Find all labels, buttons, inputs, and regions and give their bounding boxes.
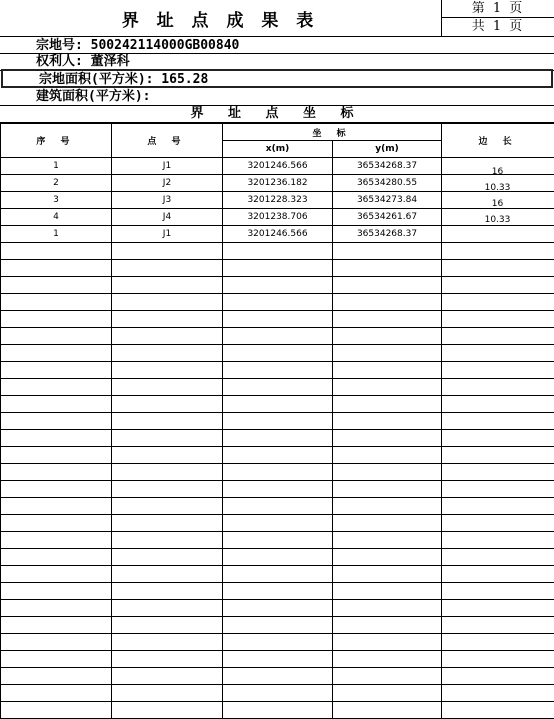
cell-y [333,515,442,532]
cell-seq [1,532,112,549]
cell-point: J4 [112,209,223,226]
page-indicator [441,0,554,36]
cell-x: 3201238.706 [223,209,333,226]
cell-y: 36534268.37 [333,226,442,243]
cell-x [223,311,333,328]
cell-point [112,481,223,498]
header-y: y(m) [333,141,442,158]
cell-x [223,685,333,702]
cell-point [112,294,223,311]
cell-edge [442,328,554,345]
cell-y [333,328,442,345]
cell-x [223,362,333,379]
cell-y [333,549,442,566]
cell-seq [1,294,112,311]
cell-seq [1,379,112,396]
building-area: 建筑面积(平方米): [0,88,554,106]
cell-edge [442,277,554,294]
cell-y [333,379,442,396]
cell-x [223,294,333,311]
edge-value: 16 [441,164,554,180]
cell-y [333,685,442,702]
cell-y [333,430,442,447]
cell-edge [442,634,554,651]
owner-name: 权利人: 董泽科 [0,53,554,71]
cell-y [333,362,442,379]
cell-y [333,345,442,362]
table-row [1,515,554,532]
page-total: 共 1 页 [442,18,554,35]
cell-edge [442,464,554,481]
cell-seq [1,311,112,328]
cell-edge [442,260,554,277]
cell-edge [442,413,554,430]
cell-edge [442,685,554,702]
table-row [1,379,554,396]
cell-seq [1,651,112,668]
table-row [1,549,554,566]
cell-point [112,634,223,651]
cell-y [333,583,442,600]
cell-x [223,532,333,549]
cell-y [333,277,442,294]
cell-seq [1,702,112,719]
table-row [1,566,554,583]
cell-seq [1,634,112,651]
cell-y [333,600,442,617]
parcel-number: 宗地号: 500242114000GB00840 [0,36,554,54]
cell-seq [1,328,112,345]
table-row [1,685,554,702]
cell-edge [442,311,554,328]
cell-x: 3201246.566 [223,226,333,243]
cell-edge [442,668,554,685]
cell-edge [442,651,554,668]
cell-point [112,617,223,634]
cell-x [223,328,333,345]
cell-y [333,634,442,651]
table-row [1,532,554,549]
cell-x: 3201228.323 [223,192,333,209]
table-row [1,430,554,447]
cell-y [333,243,442,260]
table-row [1,226,554,243]
cell-x [223,277,333,294]
cell-edge [442,243,554,260]
cell-seq [1,345,112,362]
edge-value: 10.33 [441,212,554,228]
table-row [1,464,554,481]
table-row [1,634,554,651]
cell-y [333,481,442,498]
cell-seq [1,549,112,566]
cell-point [112,396,223,413]
cell-seq [1,566,112,583]
cell-point [112,362,223,379]
cell-y: 36534268.37 [333,158,442,175]
cell-y [333,464,442,481]
cell-edge [442,362,554,379]
parcel-area[interactable]: 宗地面积(平方米): 165.28 [1,69,553,88]
cell-y [333,413,442,430]
cell-edge [442,566,554,583]
cell-y [333,396,442,413]
table-row [1,413,554,430]
table-row [1,481,554,498]
cell-x [223,243,333,260]
cell-point [112,532,223,549]
cell-x [223,549,333,566]
cell-seq: 3 [1,192,112,209]
cell-point [112,515,223,532]
cell-point [112,345,223,362]
header-point: 点 号 [112,124,223,158]
table-row [1,447,554,464]
cell-seq [1,583,112,600]
cell-y [333,668,442,685]
cell-y [333,498,442,515]
cell-y [333,447,442,464]
cell-x [223,515,333,532]
cell-y [333,532,442,549]
cell-edge [442,481,554,498]
table-row [1,498,554,515]
table-row [1,243,554,260]
cell-point [112,260,223,277]
cell-x [223,634,333,651]
cell-y: 36534280.55 [333,175,442,192]
cell-x [223,345,333,362]
cell-point: J2 [112,175,223,192]
cell-edge [442,447,554,464]
cell-seq [1,243,112,260]
edge-length-column [441,156,554,228]
cell-x [223,379,333,396]
cell-edge [442,532,554,549]
cell-y [333,294,442,311]
page-current: 第 1 页 [442,0,554,18]
cell-point [112,243,223,260]
cell-y [333,260,442,277]
cell-seq [1,447,112,464]
cell-seq [1,498,112,515]
cell-point [112,430,223,447]
cell-edge [442,515,554,532]
cell-y [333,651,442,668]
cell-seq [1,600,112,617]
cell-edge [442,549,554,566]
cell-edge [442,379,554,396]
table-row [1,260,554,277]
cell-point [112,413,223,430]
cell-y: 36534261.67 [333,209,442,226]
cell-edge [442,345,554,362]
cell-x [223,600,333,617]
cell-y [333,702,442,719]
table-row [1,702,554,719]
cell-edge [442,226,554,243]
table-row [1,617,554,634]
cell-edge [442,600,554,617]
cell-point [112,702,223,719]
cell-x: 3201246.566 [223,158,333,175]
table-row [1,362,554,379]
cell-point [112,379,223,396]
cell-x [223,396,333,413]
cell-x [223,447,333,464]
table-title: 界 址 点 成 果 表 [0,0,441,36]
table-row [1,396,554,413]
cell-x [223,430,333,447]
cell-x [223,481,333,498]
edge-value: 10.33 [441,180,554,196]
table-row [1,345,554,362]
cell-x [223,260,333,277]
section-title: 界 址 点 坐 标 [0,105,554,123]
cell-seq [1,413,112,430]
table-row [1,668,554,685]
cell-point [112,277,223,294]
header-coord: 坐 标 [223,124,442,141]
cell-seq: 1 [1,158,112,175]
table-row [1,328,554,345]
edge-value: 16 [441,196,554,212]
cell-seq [1,430,112,447]
cell-x [223,702,333,719]
cell-seq: 2 [1,175,112,192]
cell-point [112,498,223,515]
cell-seq [1,685,112,702]
cell-point [112,583,223,600]
cell-edge [442,702,554,719]
edge-spacer [441,156,554,164]
cell-x [223,583,333,600]
cell-point [112,600,223,617]
cell-point [112,668,223,685]
header-edge: 边 长 [442,124,554,158]
cell-seq [1,668,112,685]
cell-x [223,498,333,515]
table-row [1,311,554,328]
cell-y [333,311,442,328]
cell-edge [442,430,554,447]
cell-x [223,668,333,685]
cell-seq: 4 [1,209,112,226]
table-row [1,583,554,600]
cell-seq [1,464,112,481]
cell-edge [442,396,554,413]
cell-seq [1,515,112,532]
header-seq: 序 号 [1,124,112,158]
cell-y [333,617,442,634]
cell-seq [1,277,112,294]
cell-point: J1 [112,158,223,175]
cell-point [112,311,223,328]
cell-x [223,464,333,481]
cell-point [112,464,223,481]
cell-y: 36534273.84 [333,192,442,209]
cell-point [112,549,223,566]
table-row [1,651,554,668]
table-row [1,277,554,294]
table-row [1,600,554,617]
cell-point [112,447,223,464]
cell-x [223,651,333,668]
cell-edge [442,617,554,634]
cell-seq [1,617,112,634]
header-x: x(m) [223,141,333,158]
cell-edge [442,294,554,311]
cell-seq [1,362,112,379]
cell-point [112,566,223,583]
cell-seq: 1 [1,226,112,243]
cell-point [112,685,223,702]
cell-x [223,566,333,583]
cell-edge [442,583,554,600]
cell-point [112,328,223,345]
cell-point: J1 [112,226,223,243]
cell-point [112,651,223,668]
cell-seq [1,260,112,277]
cell-seq [1,481,112,498]
cell-seq [1,396,112,413]
cell-x: 3201236.182 [223,175,333,192]
cell-y [333,566,442,583]
cell-point: J3 [112,192,223,209]
cell-x [223,617,333,634]
cell-x [223,413,333,430]
cell-edge [442,498,554,515]
table-row [1,294,554,311]
